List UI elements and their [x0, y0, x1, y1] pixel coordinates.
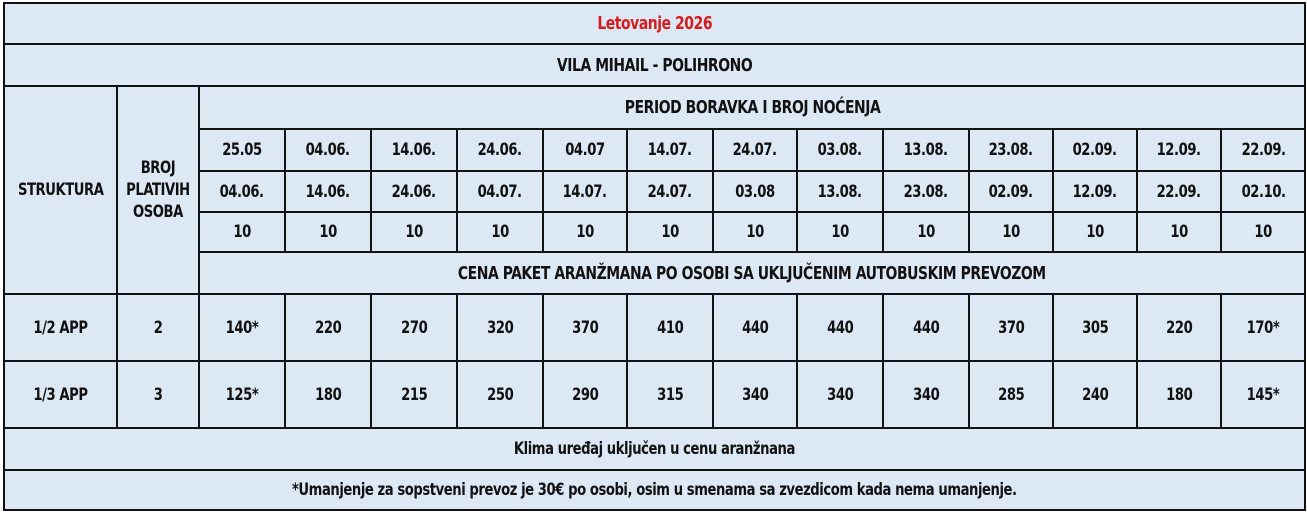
nights-cell	[457, 212, 543, 252]
price-cell	[543, 294, 627, 361]
period-from: 14.06.	[391, 140, 437, 160]
period-to-cell	[713, 171, 797, 212]
price-value: 180	[1165, 384, 1193, 405]
price-cell	[371, 361, 457, 428]
persons-header-line: BROJ	[140, 158, 176, 178]
price-cell	[285, 294, 371, 361]
price-cell	[969, 294, 1053, 361]
price-value: 285	[997, 384, 1025, 405]
price-header-row	[4, 252, 1305, 294]
period-to-row	[4, 171, 1305, 212]
price-header-text: CENA PAKET ARANŽMANA PO OSOBI SA UKLJUČENIM AUTOBUSKIM PREVOZOM	[458, 262, 1047, 284]
period-to-cell	[883, 171, 969, 212]
nights-cell	[969, 212, 1053, 252]
period-from-cell	[713, 129, 797, 171]
price-value: 170*	[1246, 317, 1280, 338]
price-cell	[797, 361, 883, 428]
price-cell	[457, 361, 543, 428]
period-from-cell	[457, 129, 543, 171]
persons-cell	[117, 294, 199, 361]
note-ac	[4, 428, 1305, 470]
period-to-cell	[285, 171, 371, 212]
period-to: 13.08.	[817, 181, 863, 202]
nights: 10	[917, 222, 935, 242]
price-cell	[543, 361, 627, 428]
period-to-cell	[969, 171, 1053, 212]
price-value: 440	[741, 317, 769, 338]
period-to: 12.09.	[1072, 181, 1118, 202]
period-from: 13.08.	[903, 140, 949, 160]
note-transport-discount	[4, 470, 1305, 510]
title-row	[4, 3, 1305, 44]
period-from-cell	[371, 129, 457, 171]
price-value: 440	[826, 317, 854, 338]
price-cell	[1221, 361, 1305, 428]
price-cell	[199, 294, 285, 361]
nights-cell	[1137, 212, 1221, 252]
period-to-cell	[457, 171, 543, 212]
price-cell	[883, 294, 969, 361]
nights: 10	[831, 222, 849, 242]
period-header	[199, 86, 1305, 129]
nights: 10	[491, 222, 509, 242]
period-from-cell	[543, 129, 627, 171]
persons-header	[117, 86, 199, 294]
price-value: 270	[400, 317, 428, 338]
price-value: 410	[656, 317, 684, 338]
period-to: 03.08	[735, 181, 775, 202]
price-value: 370	[571, 317, 599, 338]
table-title	[4, 3, 1305, 44]
nights-row	[4, 212, 1305, 252]
price-value: 440	[912, 317, 940, 338]
period-to: 22.09.	[1156, 181, 1202, 202]
note-row	[4, 470, 1305, 510]
price-value: 145*	[1246, 384, 1280, 405]
structure-header-text: STRUKTURA	[17, 180, 104, 200]
price-value: 340	[826, 384, 854, 405]
price-cell	[1137, 361, 1221, 428]
period-from-row	[4, 129, 1305, 171]
period-from-cell	[1053, 129, 1137, 171]
period-to: 04.06.	[219, 181, 265, 202]
structure-cell	[4, 294, 117, 361]
period-from: 02.09.	[1072, 140, 1118, 160]
price-cell	[627, 361, 713, 428]
price-value: 370	[997, 317, 1025, 338]
period-to: 02.09.	[988, 181, 1034, 202]
price-value: 215	[400, 384, 428, 405]
price-cell	[1053, 361, 1137, 428]
nights-cell	[543, 212, 627, 252]
period-to-cell	[199, 171, 285, 212]
period-from-cell	[883, 129, 969, 171]
period-to: 02.10.	[1241, 181, 1286, 202]
period-to-cell	[1053, 171, 1137, 212]
nights: 10	[576, 222, 594, 242]
period-from-cell	[969, 129, 1053, 171]
period-to-cell	[1137, 171, 1221, 212]
price-value: 240	[1081, 384, 1109, 405]
period-to: 24.07.	[647, 181, 693, 202]
period-to-cell	[627, 171, 713, 212]
period-header-text: PERIOD BORAVKA I BROJ NOĆENJA	[624, 97, 880, 118]
price-cell	[713, 361, 797, 428]
persons-cell	[117, 361, 199, 428]
price-cell	[883, 361, 969, 428]
period-from-cell	[797, 129, 883, 171]
price-cell	[1137, 294, 1221, 361]
nights-cell	[1221, 212, 1305, 252]
period-to-cell	[543, 171, 627, 212]
period-from: 23.08.	[988, 140, 1034, 160]
persons-header-line: PLATIVIH	[126, 180, 190, 200]
note-transport-text: *Umanjenje za sopstveni prevoz je 30€ po osobi, osim u smenama sa zvezdicom kada nema umanjenje.	[292, 480, 1017, 500]
price-value: 220	[1165, 317, 1193, 338]
period-from-cell	[1137, 129, 1221, 171]
nights-cell	[713, 212, 797, 252]
persons-header-line: OSOBA	[133, 202, 183, 222]
price-cell	[199, 361, 285, 428]
price-cell	[627, 294, 713, 361]
period-from-cell	[627, 129, 713, 171]
table-row	[4, 361, 1305, 428]
nights-cell	[797, 212, 883, 252]
period-from: 22.09.	[1241, 140, 1286, 160]
nights-cell	[1053, 212, 1137, 252]
nights: 10	[746, 222, 764, 242]
nights-cell	[285, 212, 371, 252]
period-header-row	[4, 86, 1305, 129]
period-from-cell	[199, 129, 285, 171]
price-value: 180	[314, 384, 342, 405]
table-subtitle	[4, 44, 1305, 86]
nights-cell	[627, 212, 713, 252]
nights: 10	[233, 222, 251, 242]
price-value: 315	[656, 384, 684, 405]
persons-value: 3	[153, 384, 163, 405]
structure-value: 1/3 APP	[33, 384, 88, 405]
period-from: 12.09.	[1156, 140, 1202, 160]
period-from: 04.06.	[305, 140, 351, 160]
nights: 10	[319, 222, 337, 242]
period-from-cell	[1221, 129, 1305, 171]
period-to: 14.07.	[562, 181, 608, 202]
structure-cell	[4, 361, 117, 428]
period-from: 25.05	[222, 140, 262, 160]
note-row	[4, 428, 1305, 470]
title-text: Letovanje 2026	[597, 13, 712, 34]
price-cell	[1053, 294, 1137, 361]
nights: 10	[661, 222, 679, 242]
nights-cell	[883, 212, 969, 252]
price-cell	[371, 294, 457, 361]
period-from: 03.08.	[817, 140, 863, 160]
price-value: 125*	[225, 384, 259, 405]
nights-cell	[371, 212, 457, 252]
period-to-cell	[371, 171, 457, 212]
price-value: 340	[912, 384, 940, 405]
price-value: 340	[741, 384, 769, 405]
nights: 10	[1254, 222, 1272, 242]
persons-header-text	[126, 157, 190, 223]
period-from: 24.07.	[732, 140, 778, 160]
price-value: 320	[486, 317, 514, 338]
price-table	[3, 2, 1306, 511]
price-value: 140*	[225, 317, 259, 338]
price-cell	[457, 294, 543, 361]
nights: 10	[1170, 222, 1188, 242]
structure-value: 1/2 APP	[33, 317, 88, 338]
price-cell	[285, 361, 371, 428]
price-cell	[713, 294, 797, 361]
price-value: 305	[1081, 317, 1109, 338]
period-from-cell	[285, 129, 371, 171]
price-value: 290	[571, 384, 599, 405]
structure-header	[4, 86, 117, 294]
price-value: 250	[486, 384, 514, 405]
price-cell	[969, 361, 1053, 428]
price-cell	[1221, 294, 1305, 361]
table-row	[4, 294, 1305, 361]
period-to-cell	[1221, 171, 1305, 212]
nights: 10	[1002, 222, 1020, 242]
period-from: 04.07	[565, 140, 605, 160]
price-header	[199, 252, 1305, 294]
note-ac-text: Klima uređaj uključen u cenu aranžnana	[514, 439, 796, 459]
subtitle-text: VILA MIHAIL - POLIHRONO	[556, 54, 753, 76]
price-cell	[797, 294, 883, 361]
period-to-cell	[797, 171, 883, 212]
period-from: 24.06.	[477, 140, 523, 160]
period-to: 04.07.	[477, 181, 523, 202]
price-value: 220	[314, 317, 342, 338]
period-to: 24.06.	[391, 181, 437, 202]
persons-value: 2	[153, 317, 163, 338]
nights: 10	[1086, 222, 1104, 242]
period-from: 14.07.	[647, 140, 693, 160]
nights-cell	[199, 212, 285, 252]
nights: 10	[405, 222, 423, 242]
period-to: 14.06.	[305, 181, 351, 202]
subtitle-row	[4, 44, 1305, 86]
period-to: 23.08.	[903, 181, 949, 202]
